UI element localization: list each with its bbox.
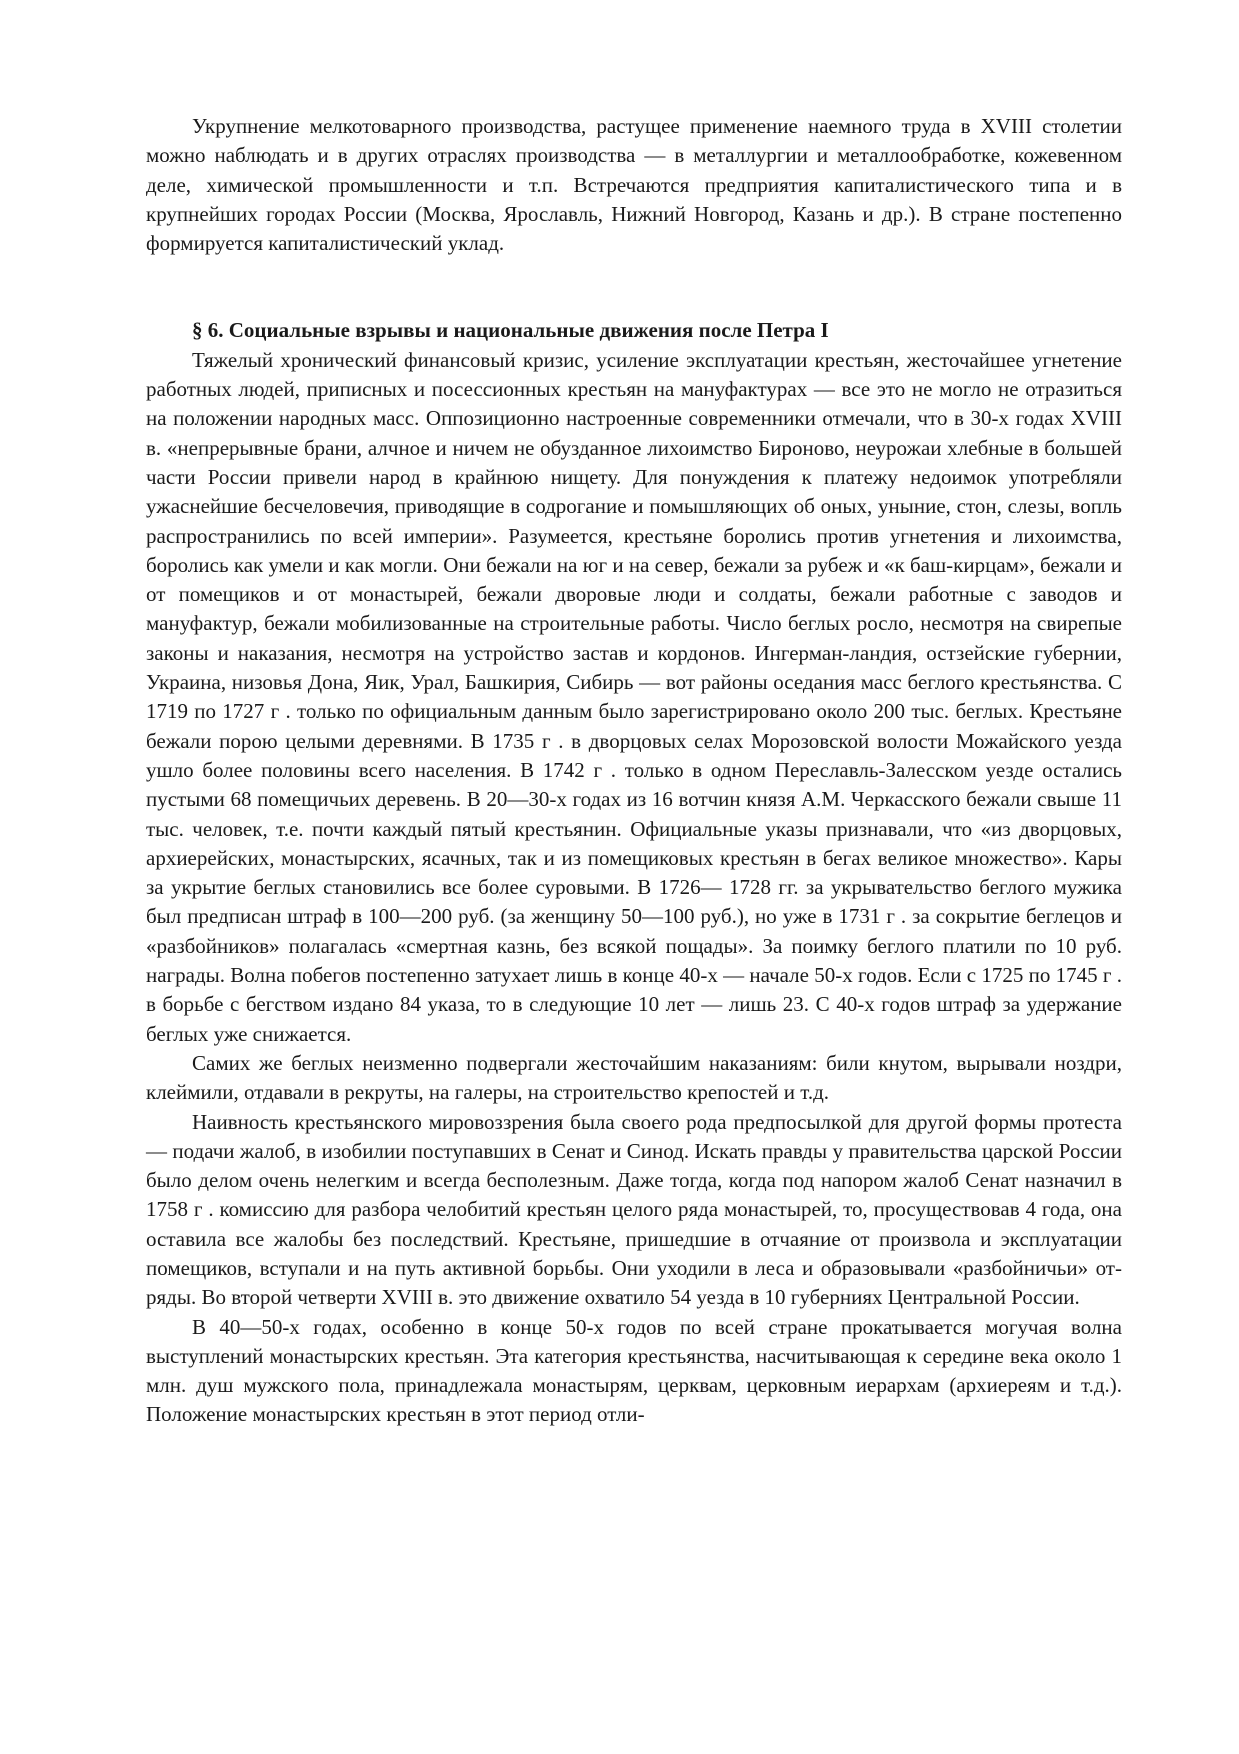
body-paragraph-2: Самих же беглых неизменно подвергали жесточайшим наказаниям: били кнутом, вырывали ноздри, клеймили, отдавали в рекруты, на галеры, на строительство крепостей и т.д. [146,1050,1122,1105]
body-paragraph-4: В 40—50-х годах, особенно в конце 50-х годов по всей стране прокатывается могучая волна выступлений монастырских крестьян. Эта категория крестьянства, насчитывающая к середине века около 1 млн. душ мужского пола, принадлежала монастырям, церквам, церковным иерархам (архиереям и т.д.). Положение монастырских крестьян в этот период отли- [146,1314,1122,1427]
body-paragraph-3: Наивность крестьянского мировоззрения была своего рода предпосылкой для другой формы протеста — подачи жалоб, в изобилии поступавших в Сенат и Синод. Искать правды у правительства царской России было делом очень нелегким и всегда бесполезным. Даже тогда, когда под напором жалоб Сенат назначил в 1758 г . комиссию для разбора челобитий крестьян целого ряда монастырей, то, просуществовав 4 года, она оставила все жалобы без последствий. Крестьяне, пришедшие в отчаяние от произвола и эксплуатации помещиков, вступали и на путь активной борьбы. Они уходили в леса и образовывали «разбойничьи» отряды. Во второй четверти XVIII в. это движение охватило 54 уезда в 10 губерниях Центральной России. [146,1109,1122,1310]
section-gap [146,258,1122,316]
document-page [146,112,1122,1430]
section-heading: § 6. Социальные взрывы и национальные движения после Петра I [192,318,829,343]
intro-paragraph: Укрупнение мелкотоварного производства, растущее применение наемного труда в XVIII столетии можно наблюдать и в других отраслях производства — в металлургии и металлообработке, кожевенном деле, химической промышленности и т.п. Встречаются предприятия капиталистического типа и в крупнейших городах России (Москва, Ярославль, Нижний Новгород, Казань и др.). В стране постепенно формируется капиталистический уклад. [146,114,1122,256]
body-paragraph-1: Тяжелый хронический финансовый кризис, усиление эксплуатации крестьян, жесточайшее угнетение работных людей, приписных и посессионных крестьян на мануфактурах — все это не могло не отразиться на положении народных масс. Оппозиционно настроенные современники отмечали, что в 30-х годах XVIII в. «непрерывные брани, алчное и ничем не обузданное лихоимство Бироново, неурожаи хлебные в большей части России привели народ в крайнюю нищету. Для понуждения к платежу недоимок употребляли ужаснейшие бесчеловечия, приводящие в содрогание и помышляющих об оных, уныние, стон, слезы, вопль распространились по всей империи». Разумеется, крестьяне боролись против угнетения и лихоимства, боролись как умели и как могли. Они бежали на юг и на север, бежали за рубеж и «к баш-кирцам», бежали и от помещиков и от монастырей, бежали дворовые люди и солдаты, бежали работные с заводов и мануфактур, бежали мобилизованные на строительные работы. Число беглых росло, несмотря на свирепые законы и наказания, несмотря на устройство застав и кордонов. Ингерман-ландия, остзейские губернии, Украина, низовья Дона, Яик, Урал, Башкирия, Сибирь — вот районы оседания масс беглого крестьянства. С 1719 по 1727 г . только по официальным данным было зарегистрировано около 200 тыс. беглых. Крестьяне бежали порою целыми деревнями. В 1735 г . в дворцовых селах Морозовской волости Можайского уезда ушло более половины всего населения. В 1742 г . только в одном Переславль-Залесском уезде остались пустыми 68 помещичьих деревень. В 20—30-х годах из 16 вотчин князя А.М. Черкасского бежали свыше 11 тыс. человек, т.е. почти каждый пятый крестьянин. Официальные указы признавали, что «из дворцовых, архиерейских, монастырских, ясачных, так и из помещиковых крестьян в бегах великое множество». Кары за укрытие беглых становились все более суровыми. В 1726— 1728 гг. за укрывательство беглого мужика был предписан штраф в 100—200 руб. (за женщину 50—100 руб.), но уже в 1731 г . за сокрытие беглецов и «разбойников» полагалась «смертная казнь, без всякой пощады». За поимку беглого платили по 10 руб. награды. Волна побегов постепенно затухает лишь в конце 40-х — начале 50-х годов. Если с 1725 по 1745 г . в борьбе с бегством издано 84 указа, то в следующие 10 лет — лишь 23. С 40-х годов штраф за удержание беглых уже снижается. [146,347,1122,1046]
